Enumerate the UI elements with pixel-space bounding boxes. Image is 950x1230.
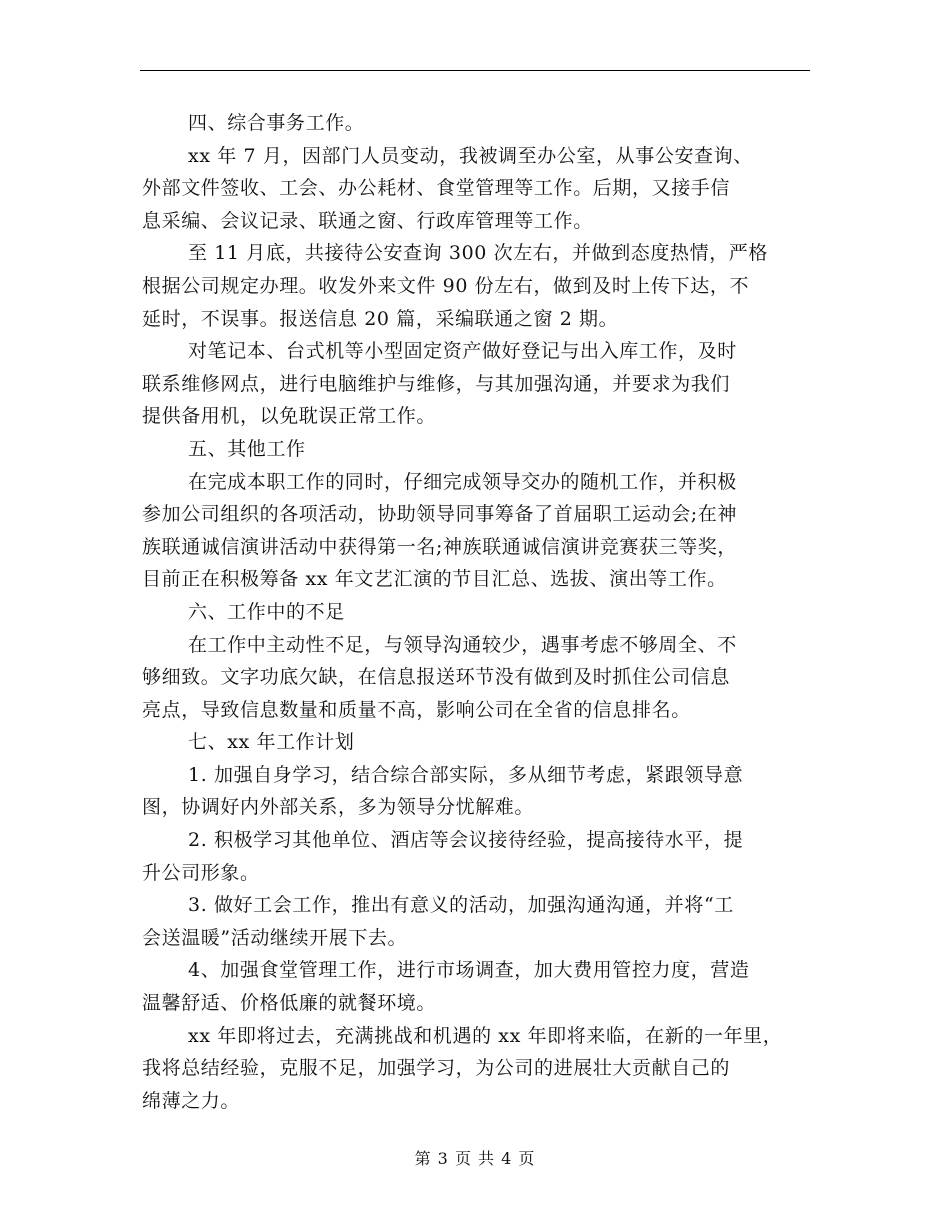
text-line: 提供备用机，以免耽误正常工作。 [142,405,437,428]
text-line: 我将总结经验，克服不足，加强学习，为公司的进展壮大贡献自己的 [142,1057,731,1080]
text-line: 图，协调好内外部关系，多为领导分忧解难。 [142,796,535,819]
text-line: 六、工作中的不足 [188,600,345,623]
text-line: 息采编、会议记录、联通之窗、行政库管理等工作。 [142,209,593,232]
text-line: 参加公司组织的各项活动，协助领导同事筹备了首届职工运动会;在神 [142,503,738,526]
text-line: xx 年即将过去，充满挑战和机遇的 xx 年即将来临，在新的一年里， [188,1024,783,1047]
text-line: 绵薄之力。 [142,1089,241,1112]
text-line: 升公司形象。 [142,861,260,884]
text-line: 四、综合事务工作。 [188,112,365,134]
text-line: 五、其他工作 [188,437,306,460]
text-line: 3. 做好工会工作，推出有意义的活动，加强沟通沟通，并将“工 [188,894,734,917]
text-line: 会送温暖”活动继续开展下去。 [142,926,408,949]
header-rule [140,70,810,71]
text-line: 七、xx 年工作计划 [188,731,355,754]
text-line: 至 11 月底，共接待公安查询 300 次左右，并做到态度热情，严格 [188,242,769,265]
text-line: 外部文件签收、工会、办公耗材、食堂管理等工作。后期，又接手信 [142,177,731,200]
text-line: 对笔记本、台式机等小型固定资产做好登记与出入库工作，及时 [188,340,737,363]
text-line: 根据公司规定办理。收发外来文件 90 份左右，做到及时上传下达，不 [142,274,750,297]
page-footer: 第 3 页 共 4 页 [414,1149,536,1168]
text-line: 够细致。文字功底欠缺，在信息报送环节没有做到及时抓住公司信息 [142,666,731,689]
text-line: 亮点，导致信息数量和质量不高，影响公司在全省的信息排名。 [142,698,691,721]
text-line: xx 年 7 月，因部门人员变动，我被调至办公室，从事公安查询、 [188,144,753,167]
text-line: 在工作中主动性不足，与领导沟通较少，遇事考虑不够周全、不 [188,633,737,656]
document-body [142,107,826,1117]
text-line: 1. 加强自身学习，结合综合部实际，多从细节考虑，紧跟领导意 [188,763,744,786]
text-line: 4、加强食堂管理工作，进行市场调查，加大费用管控力度，营造 [188,959,750,982]
text-line: 在完成本职工作的同时，仔细完成领导交办的随机工作，并积极 [188,470,737,493]
text-line: 目前正在积极筹备 xx 年文艺汇演的节目汇总、选拔、演出等工作。 [142,568,727,591]
text-line: 温馨舒适、价格低廉的就餐环境。 [142,992,437,1015]
text-line: 2. 积极学习其他单位、酒店等会议接待经验，提高接待水平，提 [188,829,744,852]
text-line: 联系维修网点，进行电脑维护与维修，与其加强沟通，并要求为我们 [142,372,731,395]
text-line: 族联通诚信演讲活动中获得第一名;神族联通诚信演讲竞赛获三等奖， [142,535,738,558]
text-line: 延时，不误事。报送信息 20 篇，采编联通之窗 2 期。 [142,307,619,330]
